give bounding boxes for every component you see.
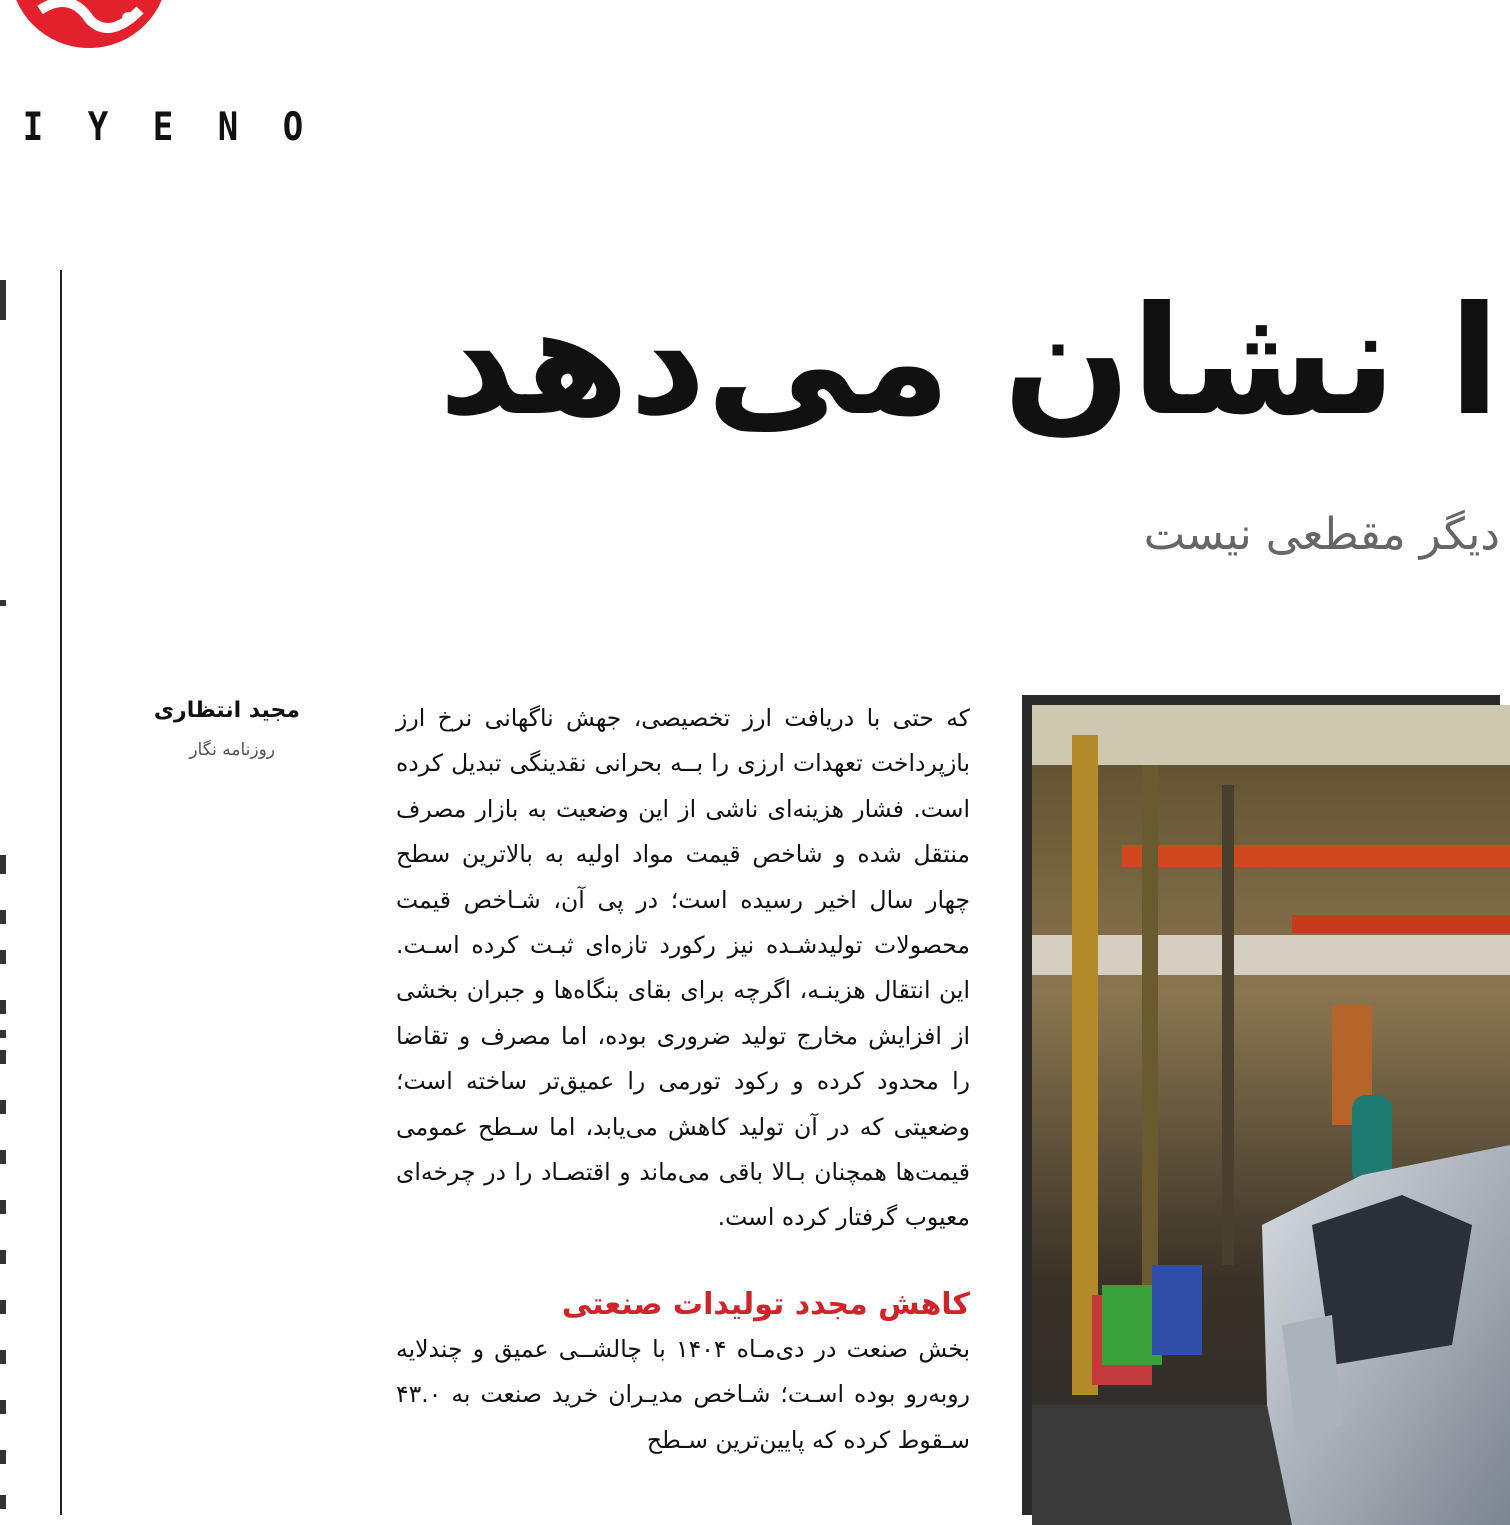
column-divider [60, 270, 62, 1515]
masthead-top-strip [230, 0, 480, 2]
masthead-letter: O [282, 104, 304, 151]
masthead-logo [10, 0, 168, 48]
car-factory-photo [1022, 695, 1500, 1515]
article-paragraph: که حتی با دریافت ارز تخصیصی، جهش ناگهانی نرخ ارز بازپرداخت تعهدات ارزی را بــه بحرانی نقدینگی تبدیل کرده است. فشار هزینه‌ای ناشی از این وضعیت به بازار مصرف منتقل شده و شاخص قیمت مواد اولیه به بالاترین سطح چهار سال اخیر رسیده است؛ در پی آن، شـاخص قیمت محصولات تولیدشـده نیز رکورد تازه‌ای ثبـت کرده اسـت. این انتقال هزینـه، اگرچه برای بقای بنگاه‌ها و جبران بخشی از افزایش مخارج تولید ضروری بوده، اما مصرف و تقاضا را محدود کرده و رکود تورمی را عمیق‌تر ساخته است؛ وضعیتی که در آن تولید کاهش می‌یابد، اما سـطح عمومی قیمت‌ها همچنان بـالا باقی می‌ماند و اقتصـاد را در چرخه‌ای معیوب گرفتار کرده است. [396, 704, 970, 1232]
red-circle-logo-icon [10, 0, 168, 48]
page-subheadline: دیگر مقطعی نیست [1143, 509, 1500, 560]
section-heading: کاهش مجدد تولیدات صنعتی [561, 1286, 970, 1322]
article-body [396, 696, 970, 1515]
adjacent-column-edge [0, 270, 10, 1515]
masthead-letter: E [152, 104, 174, 151]
author-name: مجید انتظاری [153, 698, 300, 723]
author-role: روزنامه نگار [189, 740, 275, 760]
masthead-letter: N [217, 104, 239, 151]
article-paragraph: بخش صنعت در دی‌مـاه ۱۴۰۴ با چالشــی عمیق و چندلایه روبه‌رو بوده اسـت؛ شـاخص مدیـران خرید صنعت به ۴۳.۰ سـقوط کرده که پایین‌ترین سـطح [396, 1334, 970, 1454]
page-headline: ا نشان می‌دهد [438, 275, 1500, 449]
masthead-letters [18, 104, 308, 158]
masthead-letter: Y [87, 104, 109, 151]
masthead-letter: I [22, 104, 44, 151]
car-factory-icon [1032, 705, 1510, 1525]
